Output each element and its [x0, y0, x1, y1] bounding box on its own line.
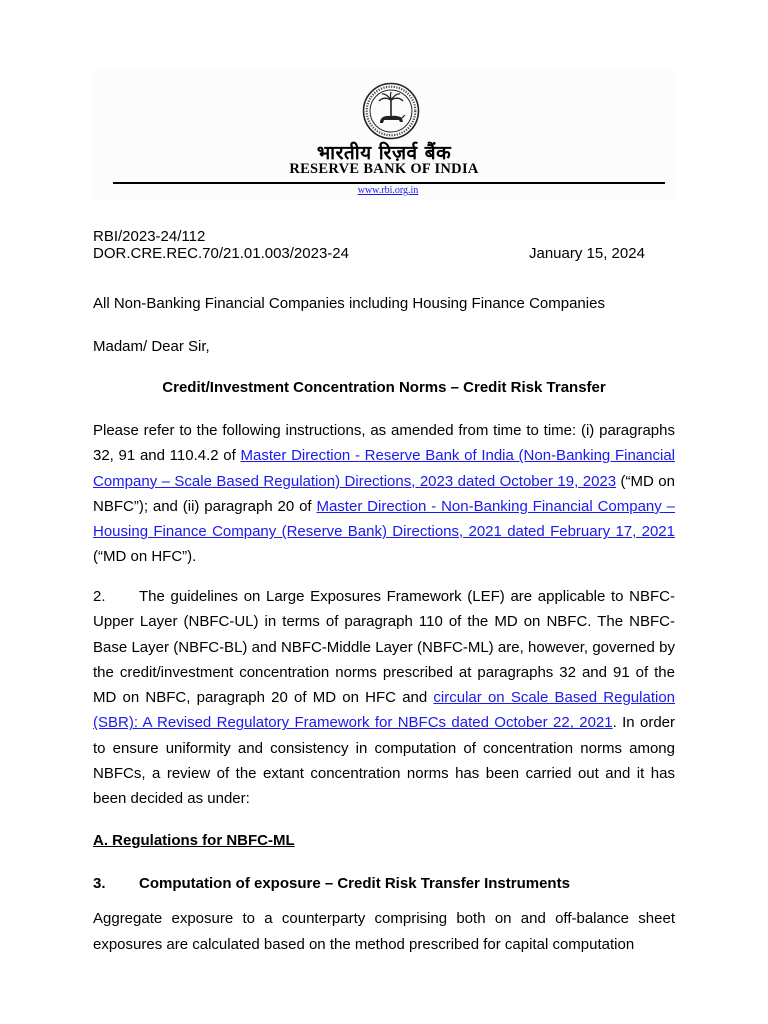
paragraph-2-text-b: . In order to ensure uniformity and consistency in computation of concentration norms among NBFCs, a review of the extant concentration norms has been carried out and it has been decided as under: — [93, 714, 675, 808]
section-3-heading — [93, 875, 570, 892]
salutation: Madam/ Dear Sir, — [93, 338, 210, 355]
md-hfc-link[interactable]: Master Direction - Non-Banking Financial Company – Housing Finance Company (Reserve Bank) Directions, 2021 dated February 17, 2021 — [93, 497, 675, 541]
circular-number: DOR.CRE.REC.70/21.01.003/2023-24 — [93, 245, 349, 262]
paragraph-1-text-c: (“MD on HFC”). — [93, 548, 197, 566]
website-link[interactable]: www.rbi.org.in — [357, 185, 419, 196]
paragraph-3: Aggregate exposure to a counterparty comprising both on and off-balance sheet exposures are calculated based on the method prescribed for capital computation — [93, 910, 675, 953]
letterhead-divider — [113, 182, 665, 184]
sbr-circular-link[interactable]: circular on Scale Based Regulation (SBR): A Revised Regulatory Framework for NBFCs dated October 22, 2021 — [93, 689, 676, 732]
subject-heading: Credit/Investment Concentration Norms – Credit Risk Transfer — [162, 379, 606, 396]
bank-name-english: RESERVE BANK OF INDIA — [289, 161, 479, 177]
bank-name-hindi: भारतीय रिज़र्व बैंक — [316, 142, 452, 164]
circular-date: January 15, 2024 — [529, 245, 645, 262]
rbi-seal-icon — [362, 82, 420, 140]
paragraph-2-text-a: The guidelines on Large Exposures Framework (LEF) are applicable to NBFC-Upper Layer (NBFC-UL) in terms of paragraph 110 of the MD on NBFC. The NBFC-Base Layer (NBFC-BL) and NBFC-Middle Layer (NBFC-ML) are, however, governed by the credit/investment concentration norms prescribed at paragraphs 32 and 91 of the MD on NBFC, paragraph 20 of MD on HFC and — [93, 588, 675, 707]
section-3-number: 3. — [93, 875, 106, 892]
paragraph-2-number: 2. — [93, 588, 106, 605]
reference-number: RBI/2023-24/112 — [93, 228, 206, 245]
paragraph-1 — [93, 418, 675, 570]
addressee: All Non-Banking Financial Companies including Housing Finance Companies — [93, 295, 605, 312]
md-nbfc-link[interactable]: Master Direction - Reserve Bank of India (Non-Banking Financial Company – Scale Based Regulation) Directions, 2023 dated October 19, 2023 — [93, 447, 675, 490]
section-a-heading: A. Regulations for NBFC-ML — [93, 832, 295, 849]
paragraph-1-text-a: Please refer to the following instructions, as amended from time to time: (i) paragraphs 32, 91 and 110.4.2 of — [93, 422, 675, 465]
paragraph-1-text-b: (“MD on NBFC”); and (ii) paragraph 20 of — [93, 472, 675, 515]
section-3-title: Computation of exposure – Credit Risk Transfer Instruments — [139, 875, 570, 892]
paragraph-2 — [93, 584, 675, 812]
